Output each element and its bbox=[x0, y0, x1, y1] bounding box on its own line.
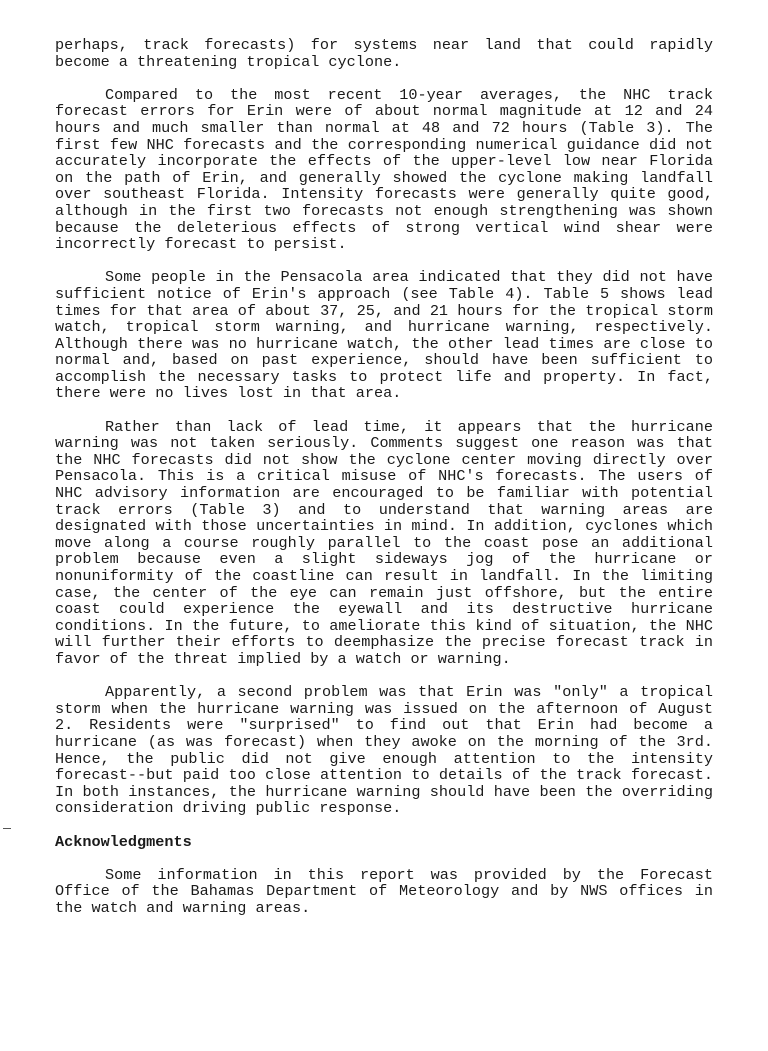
body-paragraph: Some people in the Pensacola area indicated that they did not have sufficient notice of Erin's approach (see Table 4). Table 5 shows lead times for that area of about 37, 25, and 21 hours for the tropical storm watch, tropical storm warning, and hurricane warning, respectively. Although there was no hurricane watch, the other lead times are close to normal and, based on past experience, should have been sufficient to accomplish the necessary tasks to protect life and property. In fact, there were no lives lost in that area. bbox=[55, 268, 713, 403]
body-paragraph: Compared to the most recent 10-year averages, the NHC track forecast errors for Erin were of about normal magnitude at 12 and 24 hours and much smaller than normal at 48 and 72 hours (Table 3). The first few NHC forecasts and the corresponding numerical guidance did not accurately incorporate the effects of the upper-level low near Florida on the path of Erin, and generally showed the cyclone making landfall over southeast Florida. Intensity forecasts were generally quite good, although in the first two forecasts not enough strengthening was shown because the deleterious effects of strong vertical wind shear were incorrectly forecast to persist. bbox=[55, 85, 713, 254]
acknowledgments-heading: Acknowledgments bbox=[55, 832, 192, 851]
document-page bbox=[55, 37, 713, 933]
body-paragraph: perhaps, track forecasts) for systems near land that could rapidly become a threatening tropical cyclone. bbox=[55, 36, 713, 71]
body-paragraph: Rather than lack of lead time, it appears that the hurricane warning was not taken seriously. Comments suggest one reason was that the NHC forecasts did not show the cyclone center moving directly over Pensacola. This is a critical misuse of NHC's forecasts. The users of NHC advisory information are encouraged to be familiar with potential track errors (Table 3) and to understand that warning areas are designated with those uncertainties in mind. In addition, cyclones which move along a course roughly parallel to the coast pose an additional problem because even a slight sideways jog of the hurricane or nonuniformity of the coastline can result in landfall. In the limiting case, the center of the eye can remain just offshore, but the entire coast could experience the eyewall and its destructive hurricane conditions. In the future, to ameliorate this kind of situation, the NHC will further their efforts to deemphasize the precise forecast track in favor of the threat implied by a watch or warning. bbox=[55, 417, 713, 668]
body-paragraph: Apparently, a second problem was that Erin was "only" a tropical storm when the hurricane warning was issued on the afternoon of August 2. Residents were "surprised" to find out that Erin had become a hurricane (as was forecast) when they awoke on the morning of the 3rd. Hence, the public did not give enough attention to the intensity forecast--but paid too close attention to details of the track forecast. In both instances, the hurricane warning should have been the overriding consideration driving public response. bbox=[55, 683, 713, 818]
acknowledgments-paragraph: Some information in this report was provided by the Forecast Office of the Bahamas Department of Meteorology and by NWS offices in the watch and warning areas. bbox=[55, 865, 713, 917]
margin-mark bbox=[3, 828, 11, 829]
